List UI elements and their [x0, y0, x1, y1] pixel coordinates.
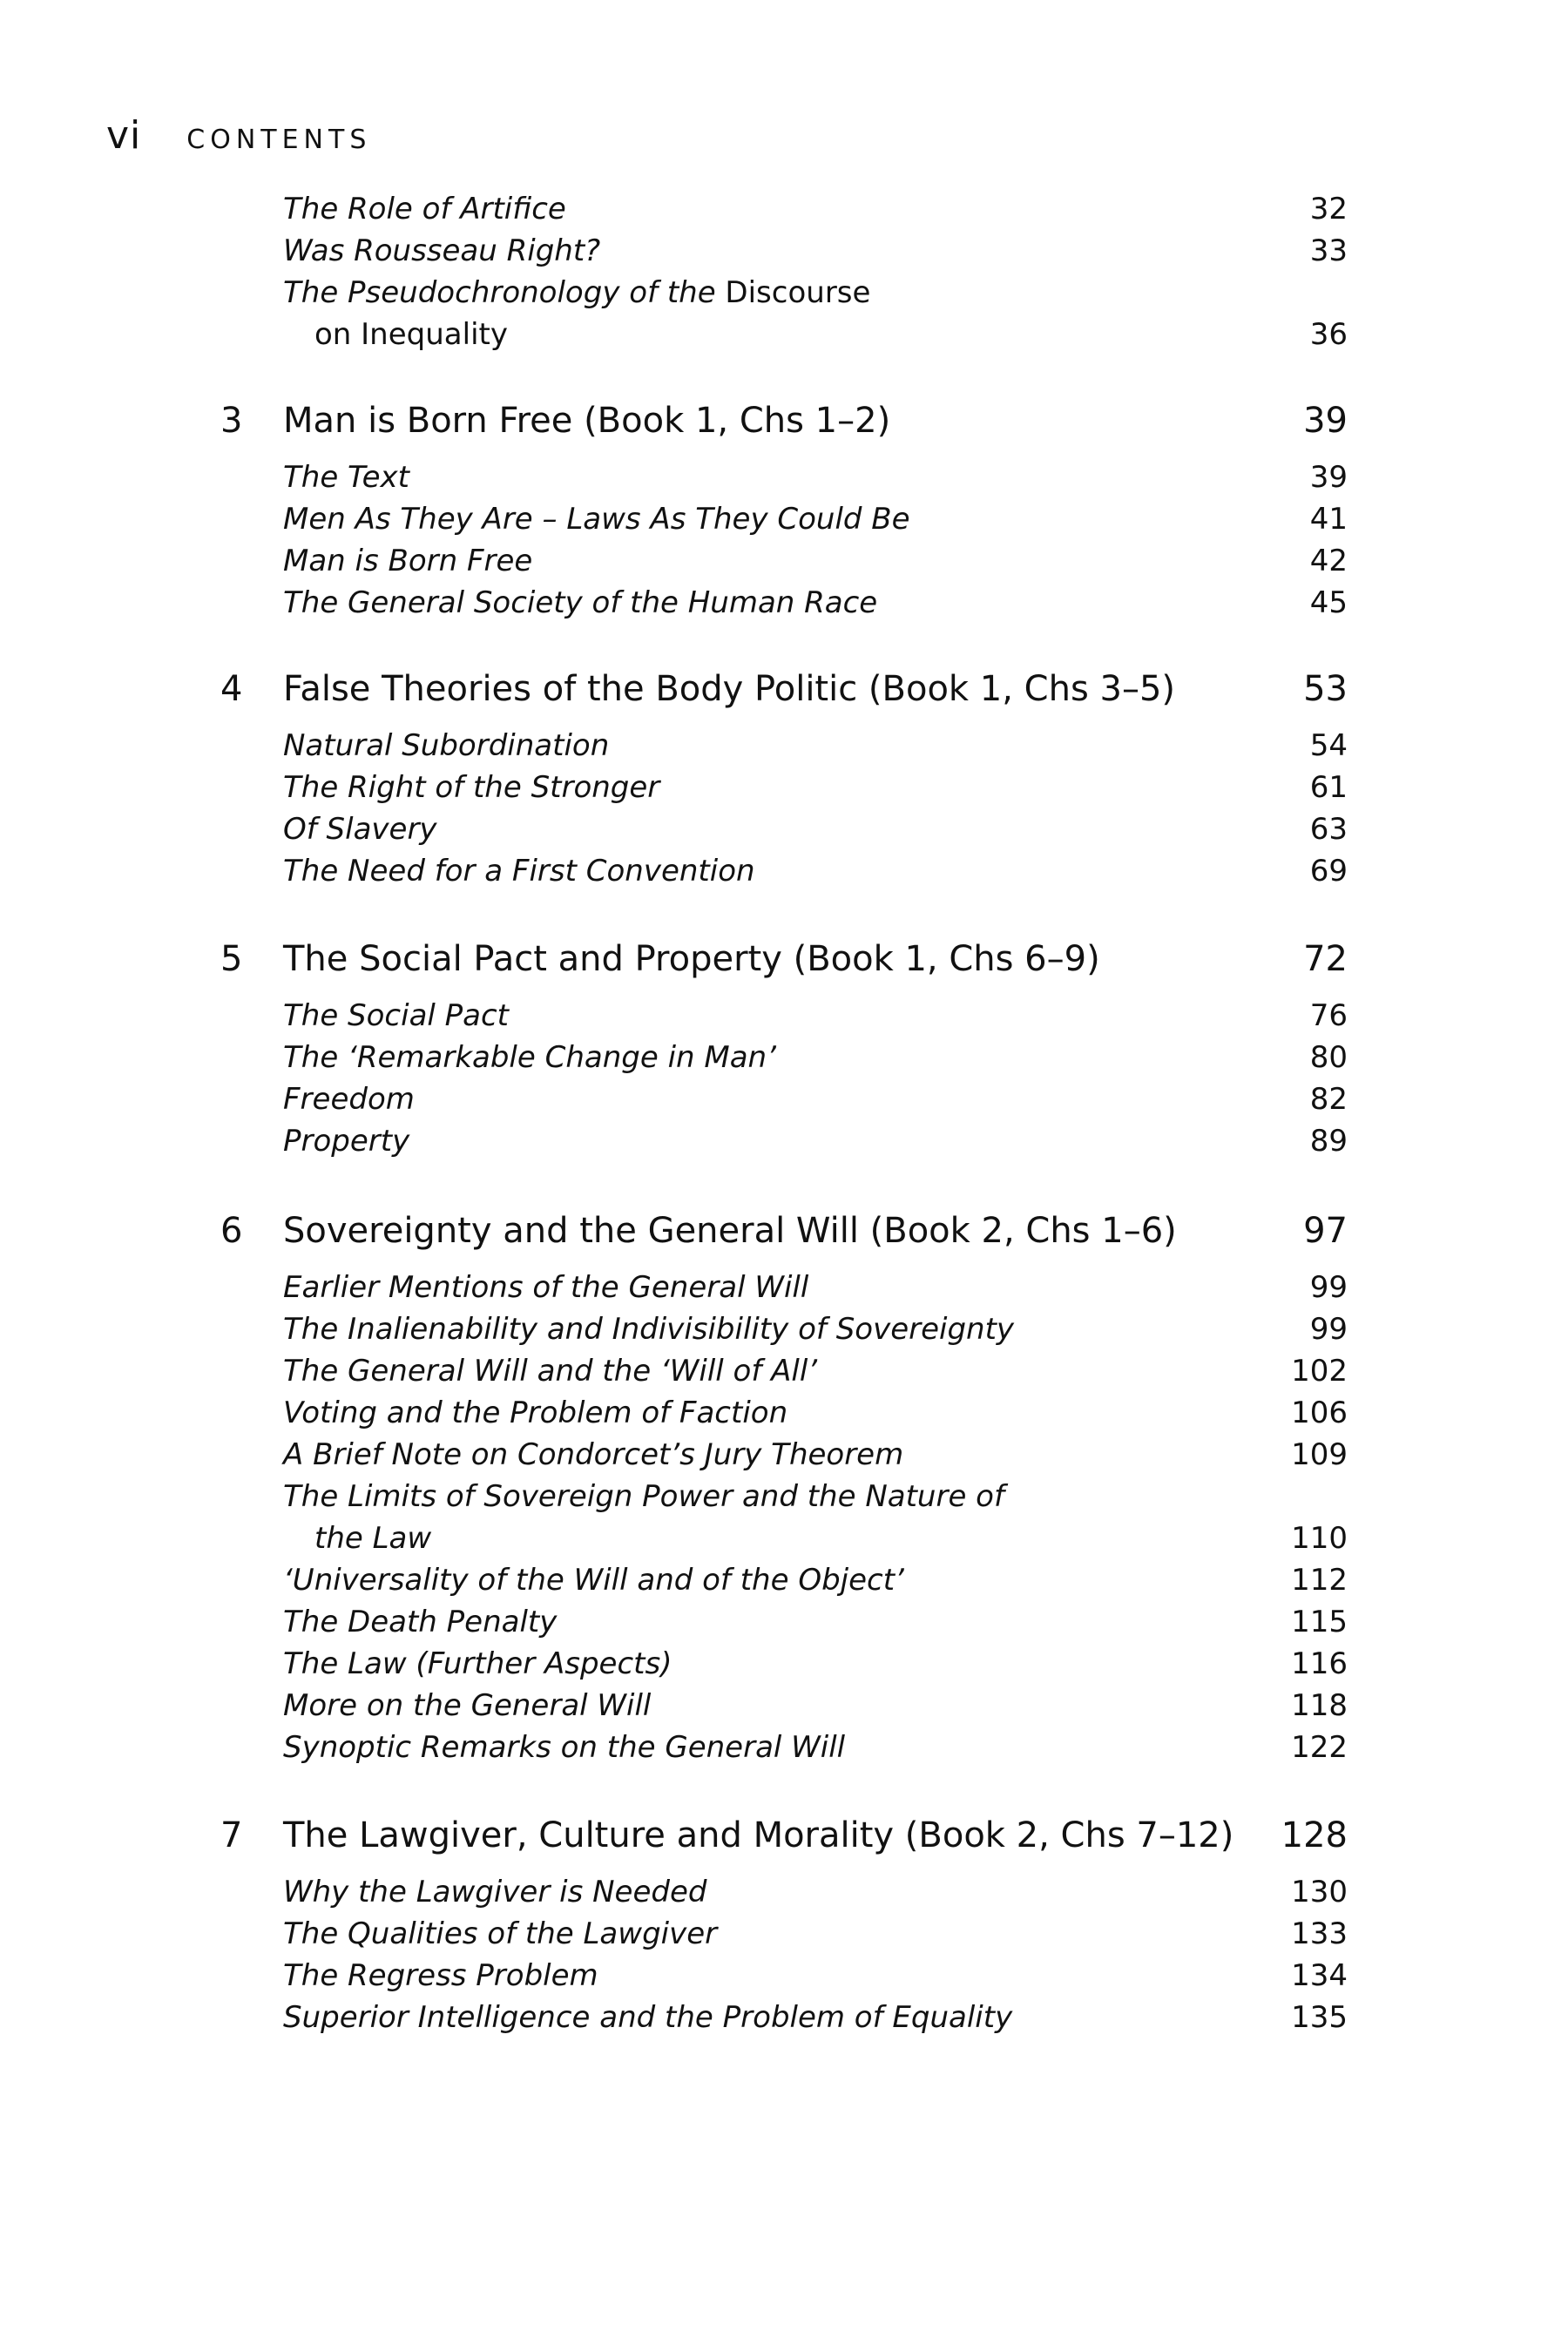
toc-entry-title: Superior Intelligence and the Problem of Equality [283, 2000, 1013, 2035]
toc-entry-title: Natural Subordination [283, 728, 610, 763]
toc-entry-title: The Limits of Sovereign Power and the Nature of [283, 1479, 1004, 1514]
toc-entry[interactable] [283, 1563, 1348, 1598]
toc-entry[interactable] [283, 1646, 1348, 1681]
toc-entry[interactable] [283, 1875, 1348, 1909]
toc-entry-page: 54 [1309, 728, 1348, 763]
toc-entry[interactable] [283, 1730, 1348, 1765]
toc-entry-page: 42 [1309, 544, 1348, 578]
toc-entry-page: 63 [1309, 812, 1348, 847]
toc-entry-page: 112 [1291, 1563, 1348, 1598]
toc-entry-page: 61 [1309, 770, 1348, 805]
chapter-title: The Lawgiver, Culture and Morality (Book 2, Chs 7–12) [283, 1815, 1234, 1855]
chapter-page: 53 [1303, 669, 1348, 709]
toc-entry-page: 109 [1291, 1437, 1348, 1472]
chapter-number: 4 [220, 669, 243, 709]
toc-entry-title: The Law (Further Aspects) [283, 1646, 672, 1681]
running-head: CONTENTS [186, 125, 372, 155]
toc-entry-page: 39 [1309, 460, 1348, 495]
toc-entry-page: 36 [1309, 317, 1348, 352]
toc-entry-page: 106 [1291, 1396, 1348, 1430]
toc-entry-page: 110 [1291, 1521, 1348, 1556]
toc-entry-page: 33 [1309, 233, 1348, 268]
toc-entry-page: 82 [1309, 1082, 1348, 1117]
chapter-page: 39 [1303, 401, 1348, 441]
page-number: vi [106, 113, 142, 158]
toc-entry-title: Men As They Are – Laws As They Could Be [283, 502, 910, 537]
toc-entry-title: ‘Universality of the Will and of the Object’ [283, 1563, 904, 1598]
toc-chapter-6[interactable] [220, 1211, 1348, 1251]
toc-entry-page: 122 [1291, 1730, 1348, 1765]
toc-entry-page: 99 [1309, 1312, 1348, 1347]
toc-entry[interactable] [283, 812, 1348, 847]
toc-entry-title: The Qualities of the Lawgiver [283, 1916, 718, 1951]
toc-entry-page: 135 [1291, 2000, 1348, 2035]
toc-entry[interactable] [283, 1916, 1348, 1951]
toc-entry-role-of-artifice[interactable] [283, 192, 1348, 226]
chapter-number: 5 [220, 939, 243, 979]
toc-entry-title: Man is Born Free [283, 544, 533, 578]
toc-entry-title: The General Society of the Human Race [283, 585, 878, 620]
toc-entry[interactable] [283, 1270, 1348, 1305]
toc-entry-page: 130 [1291, 1875, 1348, 1909]
toc-entry[interactable] [283, 1082, 1348, 1117]
toc-entry[interactable] [283, 502, 1348, 537]
toc-entry-title: More on the General Will [283, 1688, 652, 1723]
chapter-title: Man is Born Free (Book 1, Chs 1–2) [283, 401, 891, 441]
toc-entry-title: The Inalienability and Indivisibility of Sovereignty [283, 1312, 1015, 1347]
toc-entry[interactable] [283, 854, 1348, 889]
chapter-number: 3 [220, 401, 243, 441]
toc-entry-title: The ‘Remarkable Change in Man’ [283, 1040, 776, 1075]
toc-entry-title: The Social Pact [283, 998, 510, 1033]
toc-entry-title: Earlier Mentions of the General Will [283, 1270, 809, 1305]
toc-entry-title: The Role of Artifice [283, 192, 566, 226]
toc-entry[interactable] [283, 460, 1348, 495]
toc-entry-continuation[interactable] [283, 1521, 1348, 1556]
toc-entry[interactable] [283, 1958, 1348, 1993]
toc-entry[interactable] [283, 1396, 1348, 1430]
toc-chapter-7[interactable] [220, 1815, 1348, 1855]
toc-entry-page: 80 [1309, 1040, 1348, 1075]
toc-entry[interactable] [283, 1354, 1348, 1389]
toc-chapter-3[interactable] [220, 401, 1348, 441]
page-header [106, 113, 371, 158]
toc-entry[interactable] [283, 1479, 1348, 1514]
toc-entry-page: 133 [1291, 1916, 1348, 1951]
chapter-title: Sovereignty and the General Will (Book 2, Chs 1–6) [283, 1211, 1177, 1251]
toc-entry-page: 99 [1309, 1270, 1348, 1305]
toc-entry[interactable] [283, 1437, 1348, 1472]
toc-entry-title: Why the Lawgiver is Needed [283, 1875, 707, 1909]
toc-entry-page: 102 [1291, 1354, 1348, 1389]
toc-entry-page: 115 [1291, 1605, 1348, 1639]
chapter-number: 7 [220, 1815, 243, 1855]
chapter-title: False Theories of the Body Politic (Book 1, Chs 3–5) [283, 669, 1176, 709]
toc-entry-title: The Death Penalty [283, 1605, 558, 1639]
toc-entry-page: 76 [1309, 998, 1348, 1033]
toc-entry-page: 41 [1309, 502, 1348, 537]
toc-entry-title: A Brief Note on Condorcet’s Jury Theorem [283, 1437, 904, 1472]
toc-entry-title: The Right of the Stronger [283, 770, 660, 805]
chapter-title: The Social Pact and Property (Book 1, Chs 6–9) [283, 939, 1100, 979]
toc-chapter-4[interactable] [220, 669, 1348, 709]
toc-chapter-5[interactable] [220, 939, 1348, 979]
toc-entry-title: Property [283, 1124, 410, 1159]
toc-entry-pseudochronology-continuation[interactable] [283, 317, 1348, 352]
toc-entry-page: 134 [1291, 1958, 1348, 1993]
toc-entry-title: The Text [283, 460, 409, 495]
toc-entry-title: Voting and the Problem of Faction [283, 1396, 788, 1430]
toc-entry-title-continuation: on Inequality [314, 317, 508, 352]
toc-entry-page: 89 [1309, 1124, 1348, 1159]
toc-entry-was-rousseau-right[interactable] [283, 233, 1348, 268]
toc-entry-title: Was Rousseau Right? [283, 233, 601, 268]
toc-entry-title: Freedom [283, 1082, 415, 1117]
toc-entry-page: 32 [1309, 192, 1348, 226]
toc-entry-page: 69 [1309, 854, 1348, 889]
toc-entry-pseudochronology[interactable] [283, 275, 1348, 310]
toc-entry-title: The Regress Problem [283, 1958, 598, 1993]
toc-entry[interactable] [283, 1688, 1348, 1723]
toc-entry-title: The Need for a First Convention [283, 854, 755, 889]
toc-entry-title: The Pseudochronology of the Discourse [283, 275, 871, 310]
toc-entry-title: Synoptic Remarks on the General Will [283, 1730, 846, 1765]
toc-entry-title-continuation: the Law [314, 1521, 432, 1556]
toc-entry[interactable] [283, 1605, 1348, 1639]
chapter-page: 97 [1303, 1211, 1348, 1251]
toc-entry-title: The General Will and the ‘Will of All’ [283, 1354, 818, 1389]
chapter-page: 128 [1281, 1815, 1348, 1855]
toc-entry[interactable] [283, 728, 1348, 763]
chapter-number: 6 [220, 1211, 243, 1251]
toc-entry-page: 45 [1309, 585, 1348, 620]
toc-entry-page: 116 [1291, 1646, 1348, 1681]
toc-entry-page: 118 [1291, 1688, 1348, 1723]
toc-entry[interactable] [283, 770, 1348, 805]
toc-entry[interactable] [283, 544, 1348, 578]
toc-entry[interactable] [283, 1040, 1348, 1075]
toc-entry[interactable] [283, 1124, 1348, 1159]
toc-entry[interactable] [283, 998, 1348, 1033]
toc-entry[interactable] [283, 1312, 1348, 1347]
chapter-page: 72 [1303, 939, 1348, 979]
toc-entry[interactable] [283, 2000, 1348, 2035]
toc-entry[interactable] [283, 585, 1348, 620]
toc-entry-title: Of Slavery [283, 812, 437, 847]
